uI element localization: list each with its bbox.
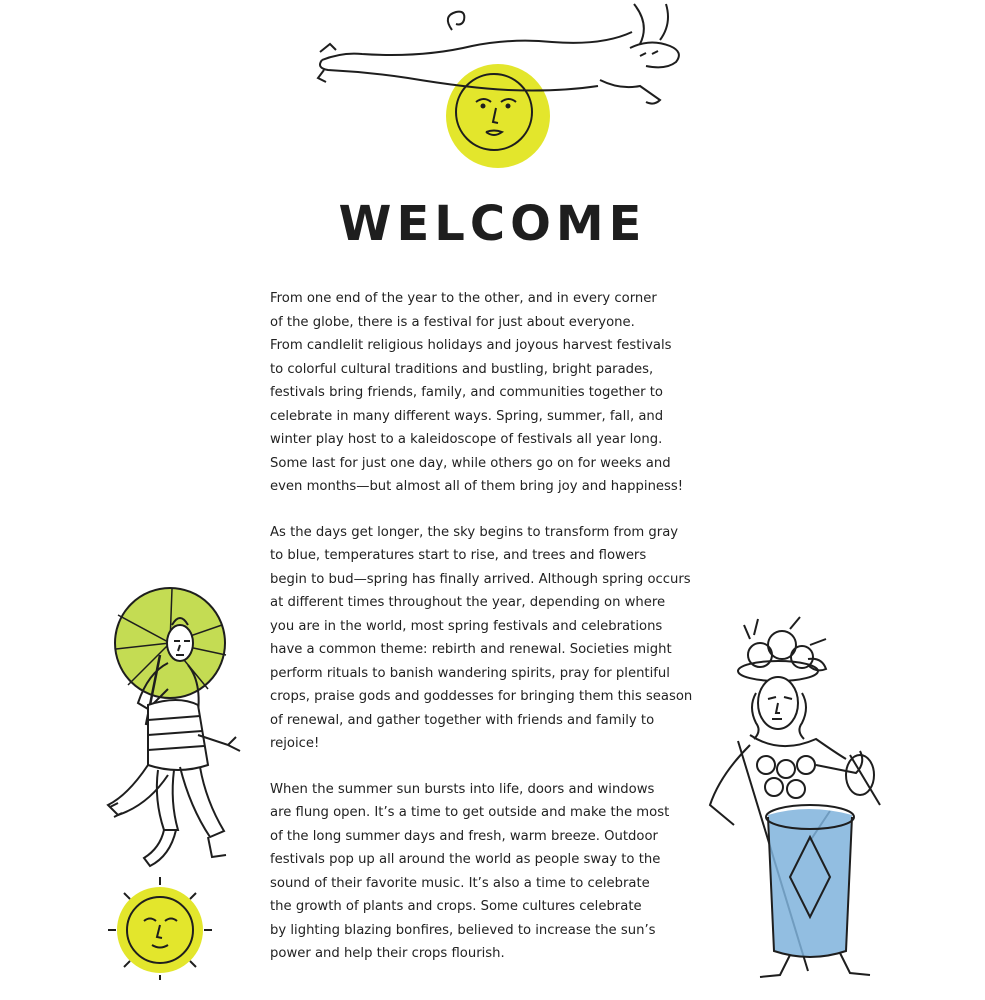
summer-paragraph [270, 778, 730, 966]
page-title: WELCOME [338, 196, 647, 252]
text-line: to blue, temperatures start to rise, and trees and flowers [270, 548, 647, 563]
text-line: When the summer sun bursts into life, doors and windows [270, 781, 655, 797]
text-line: Some last for just one day, while others go on for weeks and [270, 455, 671, 471]
flying-figure-sun-illustration [300, 0, 720, 170]
text-line: power and help their crops flourish. [270, 946, 505, 961]
text-line: From one end of the year to the other, and in every corner [270, 291, 657, 306]
drum-icon [760, 805, 870, 977]
text-line: From candlelit religious holidays and joyous harvest festivals [270, 338, 672, 353]
text-line: even months—but almost all of them bring joy and happiness! [270, 479, 684, 494]
text-line: As the days get longer, the sky begins to transform from gray [270, 524, 679, 540]
text-line: have a common theme: rebirth and renewal. Societies might [270, 642, 672, 657]
text-line: begin to bud—spring has finally arrived. Although spring occurs [270, 571, 691, 587]
text-line: celebrate in many different ways. Spring, summer, fall, and [270, 408, 664, 424]
text-line: crops, praise gods and goddesses for bringing them this season [270, 689, 693, 704]
text-line: sound of their favorite music. It’s also a time to celebrate [270, 875, 650, 891]
text-line: rejoice! [270, 736, 320, 751]
text-line: are flung open. It’s a time to get outside and make the most [270, 805, 670, 820]
fruit-hat-icon [738, 617, 826, 681]
intro-paragraph [270, 287, 730, 499]
text-line: of the long summer days and fresh, warm breeze. Outdoor [270, 828, 658, 844]
text-line: by lighting blazing bonfires, believed to increase the sun’s [270, 922, 656, 938]
sun-face-icon [108, 877, 212, 980]
text-line: the growth of plants and crops. Some cultures celebrate [270, 899, 642, 914]
sun-face-icon [446, 64, 550, 168]
dancer-parasol-illustration [88, 585, 258, 980]
drummer-fruit-hat-illustration [690, 615, 900, 980]
text-line: of renewal, and gather together with friends and family to [270, 712, 655, 728]
text-line: festivals bring friends, family, and communities together to [270, 385, 663, 400]
text-line: at different times throughout the year, depending on where [270, 595, 666, 610]
text-line: of the globe, there is a festival for just about everyone. [270, 314, 635, 330]
text-line: you are in the world, most spring festivals and celebrations [270, 618, 663, 634]
flying-figure-icon [318, 4, 679, 104]
text-line: winter play host to a kaleidoscope of festivals all year long. [270, 432, 663, 447]
text-line: perform rituals to banish wandering spirits, pray for plentiful [270, 665, 670, 681]
body-text [270, 287, 730, 988]
spring-paragraph [270, 521, 730, 756]
text-line: to colorful cultural traditions and bustling, bright parades, [270, 361, 654, 377]
text-line: festivals pop up all around the world as people sway to the [270, 852, 661, 867]
